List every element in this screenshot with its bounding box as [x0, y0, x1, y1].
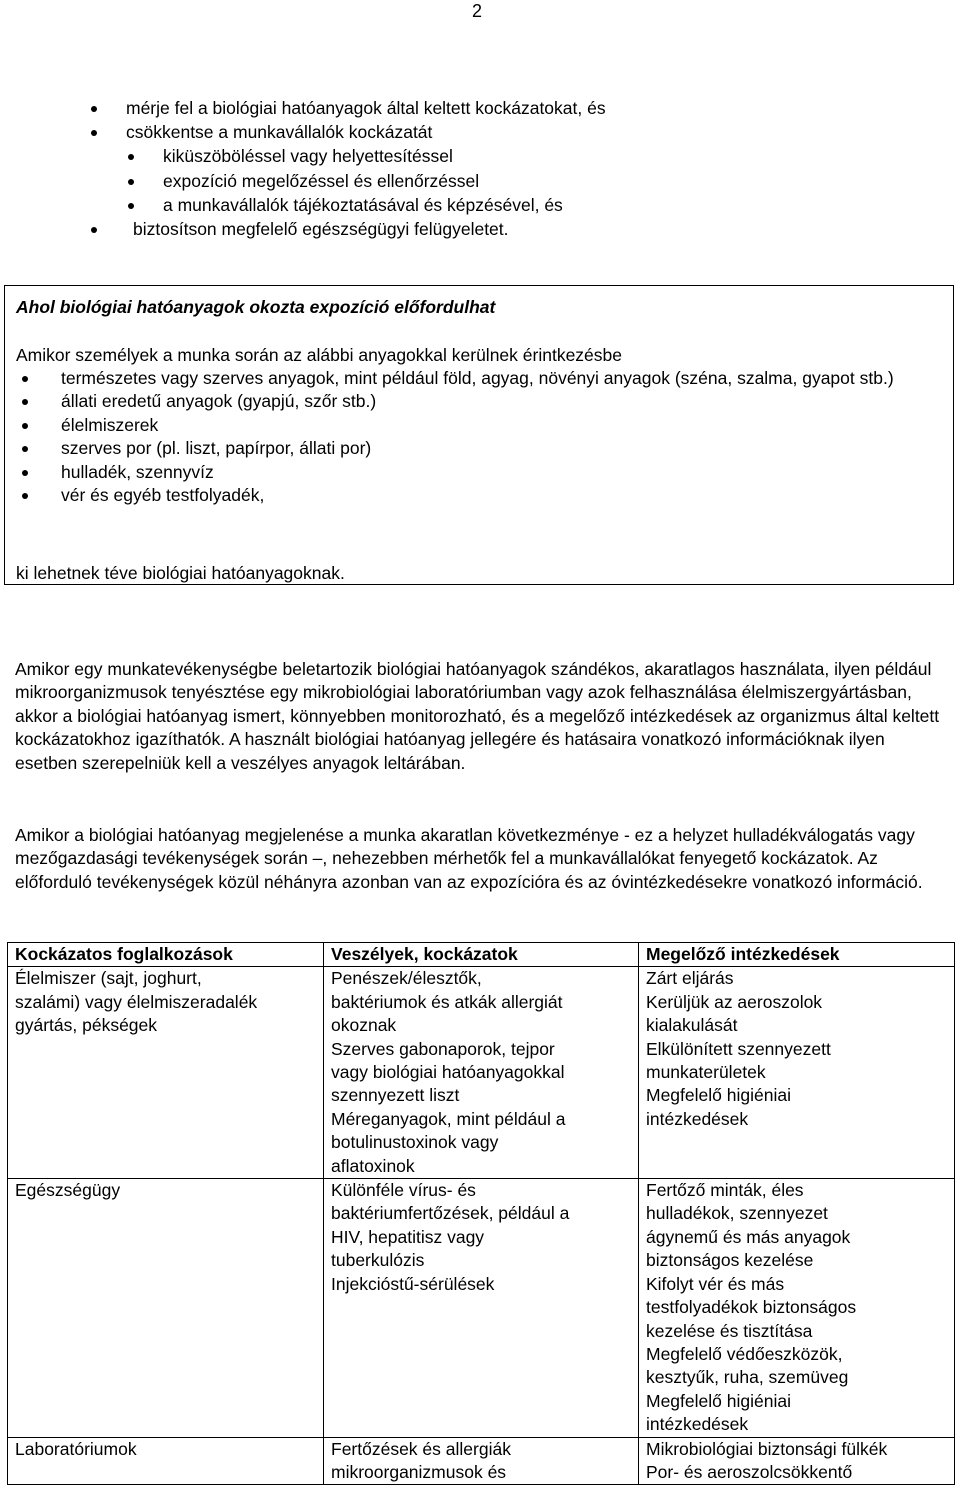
- cell-measures: [639, 967, 955, 1179]
- list-item: élelmiszerek: [5, 414, 951, 437]
- box-title: Ahol biológiai hatóanyagok okozta expozíció előfordulhat: [16, 297, 496, 317]
- list-item: biztosítson megfelelő egészségügyi felügyeletet.: [0, 217, 960, 241]
- list-item: hulladék, szennyvíz: [5, 461, 951, 484]
- cell-line: Elkülönített szennyezett: [646, 1038, 831, 1059]
- cell-line: tuberkulózis: [331, 1250, 425, 1271]
- table-row: [8, 1437, 955, 1485]
- column-header-measures: Megelőző intézkedések: [639, 943, 955, 967]
- cell-line: munkaterületek: [646, 1062, 766, 1083]
- paragraph-unintentional-exposure: Amikor a biológiai hatóanyag megjelenése a munka akaratlan következménye - ez a helyzet hulladékválogatás vagy mezőgazdasági tevékenységek során –, nehezebben mérhetők fel a munkavállalókat fenyegető kockázatok. Az előforduló tevékenységek közül néhányra azonban van az expozícióra és az óvintézkedésekre vonatkozó információ.: [15, 825, 923, 892]
- cell-hazards: [324, 1437, 639, 1485]
- cell-occupation: [8, 967, 324, 1179]
- cell-line: ágynemű és más anyagok: [646, 1226, 851, 1247]
- cell-line: Egészségügy: [15, 1180, 121, 1201]
- list-item: állati eredetű anyagok (gyapjú, szőr stb.): [5, 390, 951, 413]
- cell-line: testfolyadékok biztonságos: [646, 1297, 857, 1318]
- column-header-occupations: Kockázatos foglalkozások: [8, 943, 324, 967]
- cell-occupation: [8, 1437, 324, 1485]
- cell-measures: [639, 1437, 955, 1485]
- cell-line: gyártás, pékségek: [15, 1015, 158, 1036]
- cell-line: Fertőző minták, éles: [646, 1180, 804, 1201]
- hazards-table: [7, 942, 955, 1485]
- list-item: mérje fel a biológiai hatóanyagok által keltett kockázatokat, és: [0, 96, 960, 120]
- paragraph-intentional-use: Amikor egy munkatevékenységbe beletartozik biológiai hatóanyagok szándékos, akaratlagos használata, ilyen például mikroorganizmusok tenyésztése egy mikrobiológiai laboratóriumban vagy azok felhasználása élelmiszergyártásban, akkor a biológiai hatóanyag ismert, könnyebben monitorozható, és a megelőző intézkedések az organizmus által keltett kockázatokhoz igazíthatók. A használt biológiai hatóanyag jellegére és hatásaira vonatkozó információknak ilyen esetben szerepelniük kell a veszélyes anyagok leltárában.: [15, 659, 940, 773]
- cell-line: Fertőzések és allergiák: [331, 1438, 511, 1459]
- exposure-box: [4, 285, 954, 585]
- cell-line: Kerüljük az aeroszolok: [646, 991, 823, 1012]
- list-item: kiküszöböléssel vagy helyettesítéssel: [0, 144, 960, 168]
- cell-line: baktériumfertőzések, például a: [331, 1203, 570, 1224]
- cell-hazards: [324, 1179, 639, 1437]
- cell-line: Kifolyt vér és más: [646, 1273, 785, 1294]
- cell-occupation: [8, 1179, 324, 1437]
- cell-measures: [639, 1179, 955, 1437]
- cell-line: okoznak: [331, 1015, 397, 1036]
- page-number: 2: [472, 1, 483, 21]
- table-row: [8, 1179, 955, 1437]
- cell-line: Különféle vírus- és: [331, 1180, 476, 1201]
- cell-line: szennyezett liszt: [331, 1085, 460, 1106]
- cell-line: Méreganyagok, mint például a: [331, 1108, 566, 1129]
- cell-line: kezelése és tisztítása: [646, 1320, 813, 1341]
- cell-line: kesztyűk, ruha, szemüveg: [646, 1367, 849, 1388]
- cell-line: Penészek/élesztők,: [331, 968, 482, 989]
- cell-line: Laboratóriumok: [15, 1438, 137, 1459]
- box-outro: ki lehetnek téve biológiai hatóanyagoknak.: [16, 563, 345, 583]
- cell-line: Injekcióstű-sérülések: [331, 1273, 495, 1294]
- box-intro: Amikor személyek a munka során az alábbi anyagokkal kerülnek érintkezésbe: [16, 345, 622, 365]
- cell-line: szalámi) vagy élelmiszeradalék: [15, 991, 258, 1012]
- cell-line: mikroorganizmusok és: [331, 1461, 507, 1482]
- list-item: a munkavállalók tájékoztatásával és képzésével, és: [0, 193, 960, 217]
- cell-line: Szerves gabonaporok, tejpor: [331, 1038, 555, 1059]
- cell-line: HIV, hepatitisz vagy: [331, 1226, 485, 1247]
- list-item: vér és egyéb testfolyadék,: [5, 484, 951, 507]
- cell-line: Zárt eljárás: [646, 968, 734, 989]
- cell-line: intézkedések: [646, 1108, 749, 1129]
- cell-line: biztonságos kezelése: [646, 1250, 814, 1271]
- cell-line: Por- és aeroszolcsökkentő: [646, 1461, 853, 1482]
- column-header-hazards: Veszélyek, kockázatok: [324, 943, 639, 967]
- cell-line: botulinustoxinok vagy: [331, 1132, 499, 1153]
- list-item: szerves por (pl. liszt, papírpor, állati por): [5, 437, 951, 460]
- list-item: természetes vagy szerves anyagok, mint például föld, agyag, növényi anyagok (széna, szalma, gyapot stb.): [5, 367, 951, 390]
- cell-line: hulladékok, szennyezet: [646, 1203, 828, 1224]
- cell-line: Élelmiszer (sajt, joghurt,: [15, 968, 202, 989]
- cell-line: kialakulását: [646, 1015, 738, 1036]
- list-item: expozíció megelőzéssel és ellenőrzéssel: [0, 169, 960, 193]
- table-header-row: [8, 943, 955, 967]
- obligations-list: [0, 96, 960, 241]
- cell-line: Megfelelő higiéniai: [646, 1085, 791, 1106]
- cell-line: Mikrobiológiai biztonsági fülkék: [646, 1438, 888, 1459]
- cell-hazards: [324, 967, 639, 1179]
- exposure-list: [5, 367, 951, 507]
- cell-line: aflatoxinok: [331, 1155, 415, 1176]
- list-item: csökkentse a munkavállalók kockázatát: [0, 120, 960, 144]
- cell-line: baktériumok és atkák allergiát: [331, 991, 563, 1012]
- cell-line: intézkedések: [646, 1414, 749, 1435]
- cell-line: vagy biológiai hatóanyagokkal: [331, 1062, 565, 1083]
- cell-line: Megfelelő higiéniai: [646, 1390, 791, 1411]
- table-row: [8, 967, 955, 1179]
- cell-line: Megfelelő védőeszközök,: [646, 1343, 843, 1364]
